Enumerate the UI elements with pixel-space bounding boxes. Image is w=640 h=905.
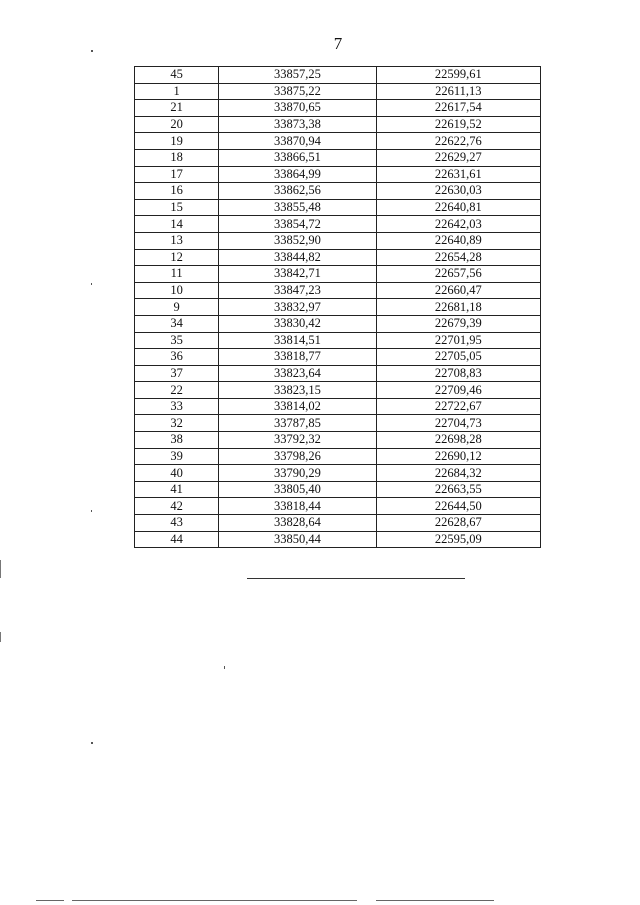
x-coordinate-cell: 33787,85 <box>219 415 376 432</box>
x-coordinate-cell: 33852,90 <box>219 232 376 249</box>
y-coordinate-cell: 22722,67 <box>376 398 540 415</box>
table-row <box>135 398 541 415</box>
x-coordinate-cell: 33798,26 <box>219 448 376 465</box>
point-number-cell: 38 <box>135 432 219 449</box>
y-coordinate-cell: 22708,83 <box>376 365 540 382</box>
x-coordinate-cell: 33814,02 <box>219 398 376 415</box>
scan-bottom-dash <box>36 900 64 901</box>
table-row <box>135 365 541 382</box>
point-number-cell: 37 <box>135 365 219 382</box>
table-row <box>135 83 541 100</box>
y-coordinate-cell: 22640,81 <box>376 199 540 216</box>
scan-speck <box>91 50 93 52</box>
point-number-cell: 32 <box>135 415 219 432</box>
table-row <box>135 67 541 84</box>
point-number-cell: 34 <box>135 315 219 332</box>
table-row <box>135 515 541 532</box>
y-coordinate-cell: 22679,39 <box>376 315 540 332</box>
scan-speck <box>91 510 92 512</box>
x-coordinate-cell: 33873,38 <box>219 116 376 133</box>
point-number-cell: 43 <box>135 515 219 532</box>
y-coordinate-cell: 22629,27 <box>376 149 540 166</box>
point-number-cell: 45 <box>135 67 219 84</box>
x-coordinate-cell: 33805,40 <box>219 481 376 498</box>
y-coordinate-cell: 22644,50 <box>376 498 540 515</box>
table-row <box>135 315 541 332</box>
x-coordinate-cell: 33866,51 <box>219 149 376 166</box>
y-coordinate-cell: 22595,09 <box>376 531 540 548</box>
point-number-cell: 16 <box>135 183 219 200</box>
y-coordinate-cell: 22709,46 <box>376 382 540 399</box>
x-coordinate-cell: 33875,22 <box>219 83 376 100</box>
y-coordinate-cell: 22660,47 <box>376 282 540 299</box>
y-coordinate-cell: 22631,61 <box>376 166 540 183</box>
point-number-cell: 40 <box>135 465 219 482</box>
x-coordinate-cell: 33862,56 <box>219 183 376 200</box>
table-row <box>135 149 541 166</box>
y-coordinate-cell: 22628,67 <box>376 515 540 532</box>
point-number-cell: 44 <box>135 531 219 548</box>
point-number-cell: 35 <box>135 332 219 349</box>
point-number-cell: 21 <box>135 100 219 117</box>
x-coordinate-cell: 33814,51 <box>219 332 376 349</box>
x-coordinate-cell: 33790,29 <box>219 465 376 482</box>
point-number-cell: 36 <box>135 349 219 366</box>
point-number-cell: 39 <box>135 448 219 465</box>
point-number-cell: 20 <box>135 116 219 133</box>
x-coordinate-cell: 33864,99 <box>219 166 376 183</box>
x-coordinate-cell: 33854,72 <box>219 216 376 233</box>
y-coordinate-cell: 22617,54 <box>376 100 540 117</box>
table-row <box>135 100 541 117</box>
table-row <box>135 133 541 150</box>
table-row <box>135 349 541 366</box>
point-number-cell: 1 <box>135 83 219 100</box>
table-row <box>135 249 541 266</box>
table-row <box>135 232 541 249</box>
x-coordinate-cell: 33823,64 <box>219 365 376 382</box>
y-coordinate-cell: 22599,61 <box>376 67 540 84</box>
y-coordinate-cell: 22611,13 <box>376 83 540 100</box>
y-coordinate-cell: 22622,76 <box>376 133 540 150</box>
x-coordinate-cell: 33850,44 <box>219 531 376 548</box>
point-number-cell: 33 <box>135 398 219 415</box>
point-number-cell: 42 <box>135 498 219 515</box>
table-row <box>135 116 541 133</box>
y-coordinate-cell: 22657,56 <box>376 266 540 283</box>
x-coordinate-cell: 33844,82 <box>219 249 376 266</box>
point-number-cell: 22 <box>135 382 219 399</box>
scan-speck <box>91 742 93 744</box>
table-row <box>135 332 541 349</box>
table-row <box>135 282 541 299</box>
point-number-cell: 12 <box>135 249 219 266</box>
x-coordinate-cell: 33818,44 <box>219 498 376 515</box>
x-coordinate-cell: 33857,25 <box>219 67 376 84</box>
x-coordinate-cell: 33847,23 <box>219 282 376 299</box>
scan-edge-mark <box>0 632 1 642</box>
y-coordinate-cell: 22705,05 <box>376 349 540 366</box>
x-coordinate-cell: 33818,77 <box>219 349 376 366</box>
point-number-cell: 18 <box>135 149 219 166</box>
y-coordinate-cell: 22690,12 <box>376 448 540 465</box>
x-coordinate-cell: 33792,32 <box>219 432 376 449</box>
end-rule <box>247 578 465 579</box>
point-number-cell: 14 <box>135 216 219 233</box>
scan-speck <box>91 283 92 285</box>
scan-speck <box>224 666 225 669</box>
y-coordinate-cell: 22619,52 <box>376 116 540 133</box>
y-coordinate-cell: 22701,95 <box>376 332 540 349</box>
x-coordinate-cell: 33870,94 <box>219 133 376 150</box>
y-coordinate-cell: 22642,03 <box>376 216 540 233</box>
point-number-cell: 41 <box>135 481 219 498</box>
y-coordinate-cell: 22630,03 <box>376 183 540 200</box>
scan-bottom-dash <box>376 900 494 901</box>
x-coordinate-cell: 33870,65 <box>219 100 376 117</box>
y-coordinate-cell: 22704,73 <box>376 415 540 432</box>
scan-edge-mark <box>0 560 1 578</box>
y-coordinate-cell: 22654,28 <box>376 249 540 266</box>
table-row <box>135 465 541 482</box>
x-coordinate-cell: 33823,15 <box>219 382 376 399</box>
table-row <box>135 166 541 183</box>
x-coordinate-cell: 33830,42 <box>219 315 376 332</box>
table-row <box>135 299 541 316</box>
point-number-cell: 11 <box>135 266 219 283</box>
table-row <box>135 498 541 515</box>
x-coordinate-cell: 33832,97 <box>219 299 376 316</box>
table-row <box>135 531 541 548</box>
y-coordinate-cell: 22663,55 <box>376 481 540 498</box>
table-row <box>135 266 541 283</box>
y-coordinate-cell: 22640,89 <box>376 232 540 249</box>
point-number-cell: 13 <box>135 232 219 249</box>
page-number: 7 <box>333 34 343 53</box>
y-coordinate-cell: 22684,32 <box>376 465 540 482</box>
table-row <box>135 382 541 399</box>
y-coordinate-cell: 22681,18 <box>376 299 540 316</box>
coordinates-table-body <box>135 67 541 548</box>
table-row <box>135 216 541 233</box>
x-coordinate-cell: 33855,48 <box>219 199 376 216</box>
point-number-cell: 17 <box>135 166 219 183</box>
table-row <box>135 481 541 498</box>
table-row <box>135 415 541 432</box>
x-coordinate-cell: 33842,71 <box>219 266 376 283</box>
point-number-cell: 10 <box>135 282 219 299</box>
scan-bottom-dash <box>72 900 357 901</box>
point-number-cell: 9 <box>135 299 219 316</box>
point-number-cell: 19 <box>135 133 219 150</box>
table-row <box>135 448 541 465</box>
coordinates-table <box>134 66 541 548</box>
y-coordinate-cell: 22698,28 <box>376 432 540 449</box>
table-row <box>135 432 541 449</box>
x-coordinate-cell: 33828,64 <box>219 515 376 532</box>
table-row <box>135 183 541 200</box>
point-number-cell: 15 <box>135 199 219 216</box>
table-row <box>135 199 541 216</box>
